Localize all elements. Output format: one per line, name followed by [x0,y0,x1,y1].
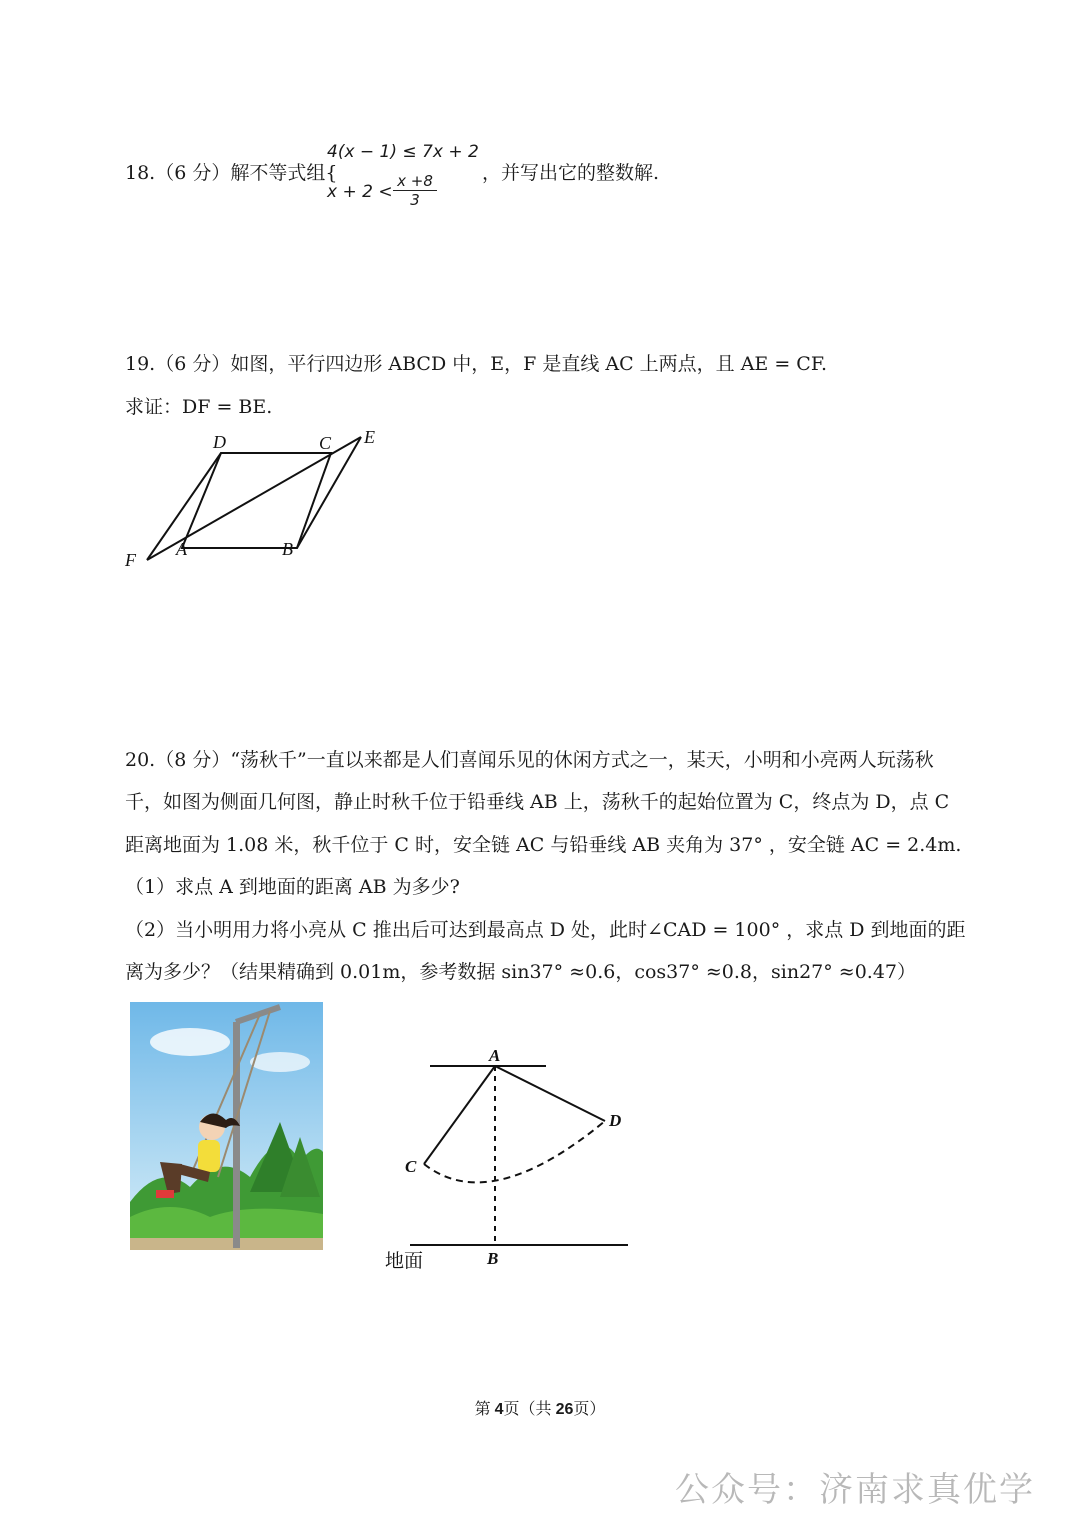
footer-total: 26 [555,1401,574,1418]
q18-prefix: 18.（6 分）解不等式组{ [125,162,338,184]
page-footer [0,1396,1080,1419]
q19-line1: 19.（6 分）如图，平行四边形 ABCD 中，E，F 是直线 AC 上两点，且 AE = CF. [125,353,828,375]
label-c: C [405,1157,417,1176]
q18-fraction [393,172,437,209]
footer-post: 页） [573,1401,606,1418]
label-ground: 地面 [385,1250,424,1272]
q19-label-c: C [319,433,332,453]
q18-fraction-num: x +8 [393,172,437,191]
swing-arc [424,1121,605,1182]
label-a: A [489,1046,501,1065]
q19-label-b: B [282,539,293,559]
q19-label-e: E [364,427,375,447]
q18-ineq1: 4(x − 1) ≤ 7x + 2 [327,142,479,162]
q19-parallelogram-diagram [115,420,395,580]
swing-geometry-diagram [380,1040,640,1275]
q19-label-a: A [176,539,187,559]
q19-label-d: D [213,432,226,452]
q19-line2: 求证：DF = BE. [125,396,273,418]
q18-fraction-den: 3 [410,191,420,209]
q19-label-f: F [125,550,136,570]
q20-line5: （2）当小明用力将小亮从 C 推出后可达到最高点 D 处，此时∠CAD = 100° ，求点 D 到地面的距 [125,919,966,941]
watermark: 公众号：济南求真优学 [675,1470,1035,1510]
label-b: B [487,1249,499,1268]
q20-line3: 距离地面为 1.08 米，秋千位于 C 时，安全链 AC 与铅垂线 AB 夹角为 37° ，安全链 AC = 2.4m. [125,834,962,856]
q18-suffix: ，并写出它的整数解. [482,162,660,184]
q18-ineq2-left: x + 2 < [327,182,393,202]
chain-ad [495,1066,605,1121]
swing-illustration [130,1002,323,1250]
label-d: D [609,1111,622,1130]
q20-line2: 千，如图为侧面几何图，静止时秋千位于铅垂线 AB 上，荡秋千的起始位置为 C，终点为 D，点 C [125,791,950,813]
footer-mid: 页（共 [503,1401,556,1418]
footer-page: 4 [494,1401,504,1418]
q20-line4: （1）求点 A 到地面的距离 AB 为多少? [125,876,460,898]
q20-line1: 20.（8 分）“荡秋千”一直以来都是人们喜闻乐见的休闲方式之一，某天，小明和小亮两人玩荡秋 [125,749,934,771]
footer-pre: 第 [474,1401,495,1418]
q20-line6: 离为多少？（结果精确到 0.01m，参考数据 sin37° ≈0.6，cos37° ≈0.8，sin27° ≈0.47） [125,961,917,983]
chain-ac [424,1066,495,1164]
